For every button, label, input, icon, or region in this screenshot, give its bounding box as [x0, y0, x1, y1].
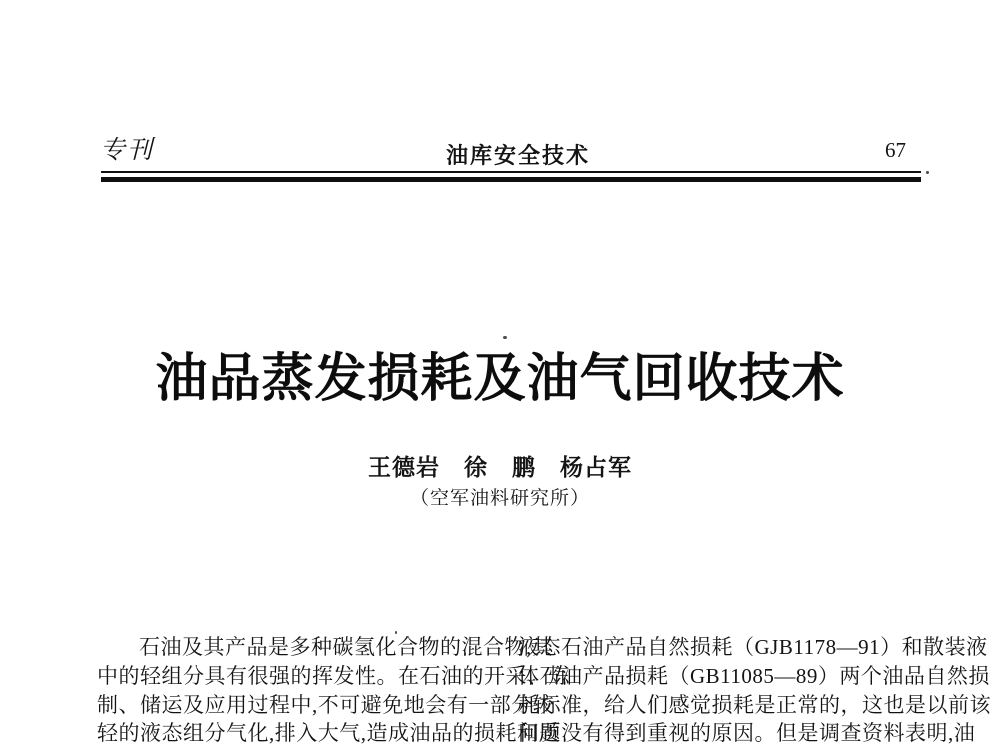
left-column: [97, 633, 570, 748]
body-line: 中的轻组分具有很强的挥发性。在石油的开采、炼: [97, 663, 570, 688]
body-line: 问题没有得到重视的原因。但是调查资料表明,油: [518, 721, 976, 746]
journal-title: 油库安全技术: [445, 143, 590, 168]
right-column: [518, 633, 991, 748]
article-title: 油品蒸发损耗及油气回收技术: [155, 350, 845, 408]
body-columns: [97, 633, 991, 748]
body-line: 体石油产品损耗（GB11085—89）两个油品自然损: [518, 663, 990, 688]
scan-speck: [926, 171, 929, 174]
header-rule-thin: [101, 171, 921, 173]
body-line: 制、储运及应用过程中,不可避免地会有一部分较: [97, 692, 555, 717]
body-line: 轻的液态组分气化,排入大气,造成油品的损耗和质: [97, 721, 560, 746]
section-label: 专刊: [100, 137, 155, 164]
body-line: 耗标准，给人们感觉损耗是正常的，这也是以前该: [518, 692, 991, 717]
page-number: 67: [885, 138, 906, 162]
scan-speck: [395, 631, 397, 634]
body-line: 石油及其产品是多种碳氢化合物的混合物,其: [139, 635, 554, 659]
scan-speck: [503, 336, 507, 339]
authors-line: 王德岩 徐 鹏 杨占军: [368, 455, 632, 480]
header-rule-thick: [101, 177, 921, 182]
affiliation: （空军油料研究所）: [409, 488, 590, 509]
body-line: 液态石油产品自然损耗（GJB1178—91）和散装液: [518, 635, 988, 659]
